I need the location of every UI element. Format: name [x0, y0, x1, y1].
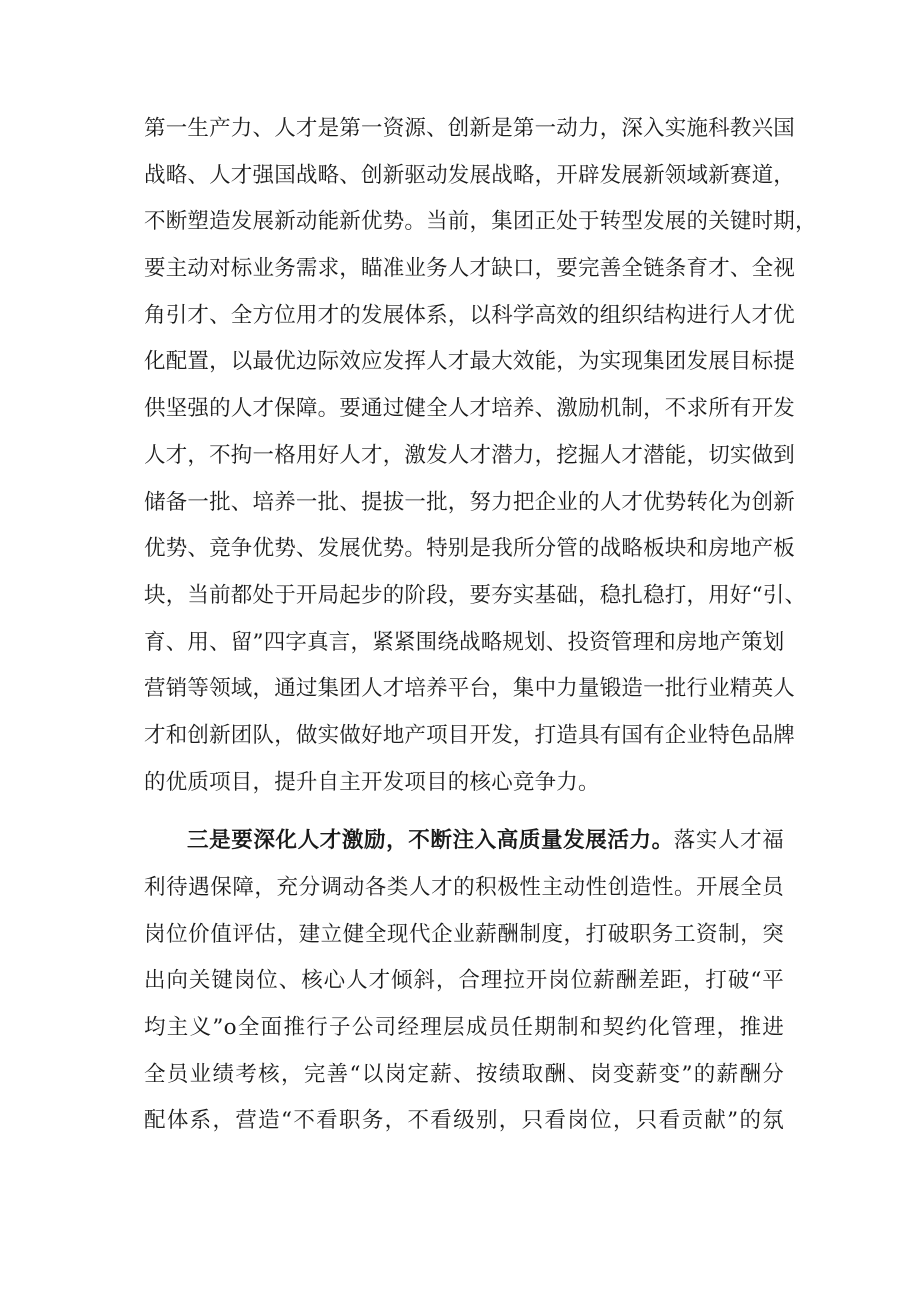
paragraph-line: 均主义”o全面推行子公司经理层成员任期制和契约化管理，推进: [144, 1015, 784, 1041]
paragraph-line: 配体系，营造“不看职务，不看级别，只看岗位，只看贡献”的氛: [144, 1108, 784, 1134]
paragraph-line: 角引才、全方位用才的发展体系，以科学高效的组织结构进行人才优: [144, 302, 796, 328]
heading-continuation: 落实人才福: [673, 828, 784, 854]
paragraph-line: 全员业绩考核，完善“以岗定薪、按绩取酬、岗变薪变”的薪酬分: [144, 1061, 784, 1087]
paragraph-line: 出向关键岗位、核心人才倾斜，合理拉开岗位薪酬差距，打破“平: [144, 968, 784, 994]
paragraph-line: 利待遇保障，充分调动各类人才的积极性主动性创造性。开展全员: [144, 875, 784, 900]
document-body: [144, 106, 817, 1145]
paragraph-line: 才和创新团队，做实做好地产项目开发，打造具有国有企业特色品牌: [144, 722, 796, 748]
paragraph-line: 人才，不拘一格用好人才，激发人才潜力，挖掘人才潜能，切实做到: [144, 442, 796, 468]
paragraph-line: 储备一批、培养一批、提拔一批，努力把企业的人才优势转化为创新: [144, 489, 796, 515]
paragraph-talent-incentive: [144, 818, 784, 1145]
paragraph-line: 的优质项目，提升自主开发项目的核心竞争力。: [144, 769, 600, 795]
paragraph-line: 化配置，以最优边际效应发挥人才最大效能，为实现集团发展目标提: [144, 349, 796, 375]
paragraph-talent-strategy: [144, 106, 817, 806]
paragraph-line: 岗位价值评估，建立健全现代企业薪酬制度，打破职务工资制，突: [144, 921, 784, 947]
paragraph-line: 育、用、留”四字真言，紧紧围绕战略规划、投资管理和房地产策划: [144, 629, 785, 655]
paragraph-line: 优势、竞争优势、发展优势。特别是我所分管的战略板块和房地产板: [144, 536, 796, 562]
paragraph-line: 营销等领域，通过集团人才培养平台，集中力量锻造一批行业精英人: [144, 676, 796, 702]
section-heading: 三是要深化人才激励，不断注入高质量发展活力。: [187, 828, 674, 854]
paragraph-line: 要主动对标业务需求，瞄准业务人才缺口，要完善全链条育才、全视: [144, 256, 796, 282]
paragraph-line: 第一生产力、人才是第一资源、创新是第一动力，深入实施科教兴国: [144, 116, 796, 141]
paragraph-line: 不断塑造发展新动能新优势。当前，集团正处于转型发展的关键时期，: [144, 209, 817, 235]
paragraph-first-line: [144, 818, 784, 865]
paragraph-spacing: [144, 806, 784, 818]
paragraph-line: 块，当前都处于开局起步的阶段，要夯实基础，稳扎稳打，用好“引、: [144, 582, 807, 608]
paragraph-line: 战略、人才强国战略、创新驱动发展战略，开辟发展新领域新赛道，: [144, 162, 796, 188]
paragraph-line: 供坚强的人才保障。要通过健全人才培养、激励机制，不求所有开发: [144, 396, 796, 422]
